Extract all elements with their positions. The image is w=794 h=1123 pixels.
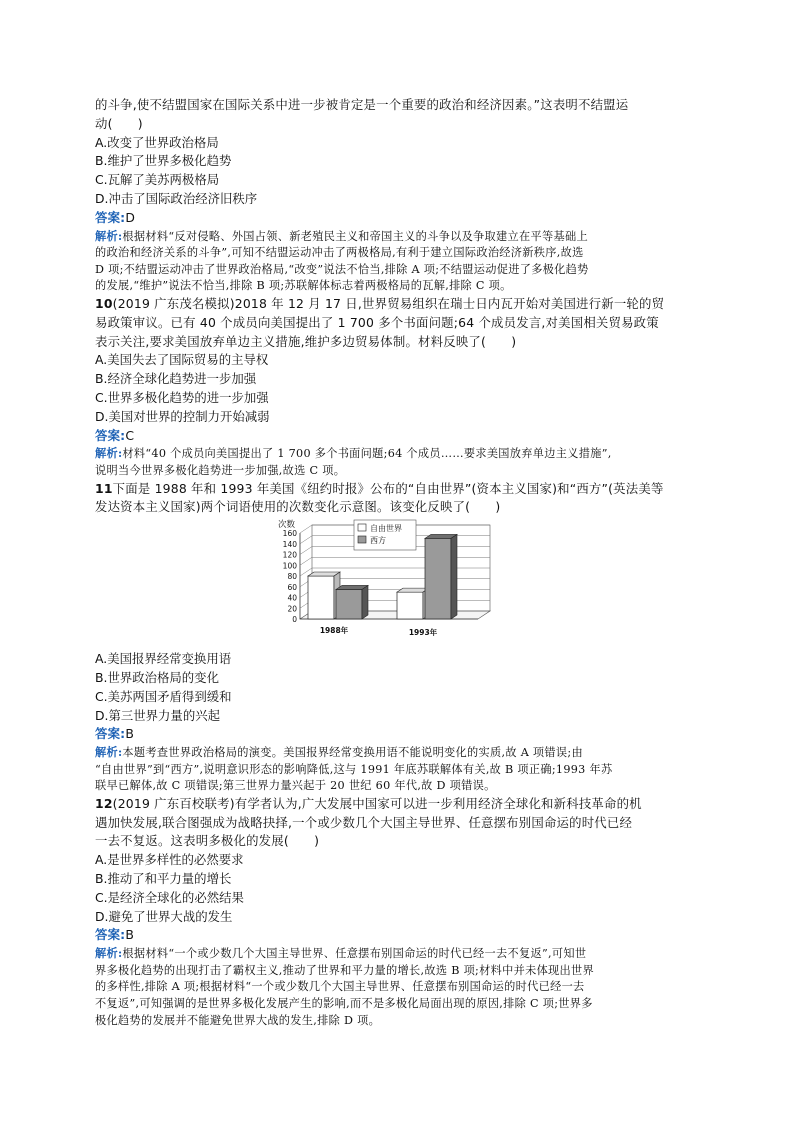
legend-label: 自由世界 (370, 524, 402, 534)
legend-label: 西方 (370, 536, 386, 546)
y-tick-label: 140 (282, 539, 297, 549)
explanation-line: 界多极化趋势的出现打击了霸权主义,推动了世界和平力量的增长,故选 B 项;材料中并未体现出世界 (95, 963, 595, 977)
y-tick-label: 40 (287, 593, 297, 603)
bar-side (362, 586, 368, 620)
answer-line (95, 725, 705, 744)
y-tick-label: 160 (282, 529, 297, 539)
answer-value: B (125, 927, 135, 943)
explanation-label: 解析: (95, 228, 123, 243)
y-tick-label: 0 (292, 615, 297, 625)
option-a: A.改变了世界政治格局 (95, 134, 219, 150)
bar (336, 590, 362, 620)
explanation-text: 本题考查世界政治格局的演变。美国报界经常变换用语不能说明变化的实质,故 A 项错误;由 (122, 746, 583, 760)
bar-side (451, 534, 457, 619)
option-a: A.美国失去了国际贸易的主导权 (95, 352, 269, 368)
question-stem-line: 动( ) (95, 115, 143, 131)
question-stem-line: 发达资本主义国家)两个词语使用的次数变化示意图。该变化反映了( ) (95, 499, 501, 515)
legend-swatch (358, 536, 366, 543)
question-stem-line (95, 295, 705, 314)
option-c: C.是经济全球化的必然结果 (95, 889, 244, 905)
document-page (95, 96, 705, 1029)
explanation-label: 解析: (95, 745, 123, 760)
explanation-line: 极化趋势的发展并不能避免世界大战的发生,排除 D 项。 (95, 1013, 381, 1027)
question-12 (95, 795, 705, 1029)
legend-swatch (358, 524, 366, 531)
bar-chart-svg (270, 517, 520, 647)
option-b: B.经济全球化趋势进一步加强 (95, 371, 257, 387)
explanation-line: “自由世界”到“西方”,说明意识形态的影响降低,这与 1991 年底苏联解体有关,故 B 项正确;1993 年苏 (95, 762, 613, 776)
option-a: A.美国报界经常变换用语 (95, 651, 232, 667)
explanation-text: 根据材料“反对侵略、外国占领、新老殖民主义和帝国主义的斗争以及争取建立在平等基础上 (122, 229, 588, 243)
answer-value: D (125, 209, 136, 225)
question-stem-line: 的斗争,使不结盟国家在国际关系中进一步被肯定是一个重要的政治和经济因素。”这表明不结盟运 (95, 97, 629, 112)
option-c: C.世界多极化趋势的进一步加强 (95, 389, 269, 405)
option-d: D.第三世界力量的兴起 (95, 707, 220, 723)
option-b: B.维护了世界多极化趋势 (95, 153, 232, 169)
question-number: 11 (95, 480, 113, 496)
option-b: B.世界政治格局的变化 (95, 669, 219, 685)
question-stem-text: (2019 广东茂名模拟)2018 年 12 月 17 日,世界贸易组织在瑞士日内瓦开始对美国进行新一轮的贸 (112, 295, 665, 311)
explanation-label: 解析: (95, 446, 123, 461)
explanation-line: 的政治和经济关系的斗争”,可知不结盟运动冲击了两极格局,有利于建立国际政治经济新秩序,故选 (95, 246, 584, 260)
option-d: D.冲击了国际政治经济旧秩序 (95, 190, 258, 206)
answer-label: 答案: (95, 927, 126, 943)
explanation-line (95, 228, 705, 246)
option-d: D.美国对世界的控制力开始减弱 (95, 408, 270, 424)
answer-value: C (125, 427, 135, 443)
option-d: D.避免了世界大战的发生 (95, 908, 233, 924)
explanation-line (95, 945, 705, 963)
explanation-line: 不复返”,可知强调的是世界多极化发展产生的影响,而不是多极化局面出现的原因,排除 C 项;世界多 (95, 997, 593, 1011)
explanation-line: D 项;不结盟运动冲击了世界政治格局,“改变”说法不恰当,排除 A 项;不结盟运动促进了多极化趋势 (95, 262, 589, 276)
answer-value: B (125, 726, 135, 742)
option-a: A.是世界多样性的必然要求 (95, 852, 244, 868)
question-stem-line (95, 480, 705, 499)
question-9 (95, 96, 705, 295)
y-axis-label: 次数 (278, 520, 296, 531)
answer-label: 答案: (95, 726, 126, 742)
question-number: 12 (95, 795, 113, 811)
explanation-label: 解析: (95, 946, 123, 961)
explanation-line (95, 744, 705, 762)
grid-line (300, 557, 490, 565)
explanation-text: 根据材料“一个或少数几个大国主导世界、任意摆布别国命运的时代已经一去不复返”,可知世 (122, 947, 587, 961)
y-tick-label: 20 (287, 604, 297, 614)
x-tick-label: 1993年 (408, 628, 438, 638)
question-stem-line: 遇加快发展,联合图强成为战略抉择,一个或少数几个大国主导世界、任意摆布别国命运的时代已经 (95, 814, 633, 830)
explanation-line: 联早已解体,故 C 项错误;第三世界力量兴起于 20 世纪 60 年代,故 D 项错误。 (95, 779, 496, 793)
answer-line (95, 209, 705, 228)
y-tick-label: 120 (282, 550, 297, 560)
option-c: C.美苏两国矛盾得到缓和 (95, 688, 232, 704)
y-tick-label: 60 (287, 582, 297, 592)
y-tick-label: 100 (282, 561, 297, 571)
y-tick-label: 80 (287, 572, 297, 582)
answer-line (95, 926, 705, 945)
answer-label: 答案: (95, 427, 126, 443)
question-stem-line: 表示关注,要求美国放弃单边主义措施,维护多边贸易体制。材料反映了( ) (95, 333, 517, 349)
question-stem-line (95, 795, 705, 814)
question-10 (95, 295, 705, 480)
explanation-line: 的发展,“维护”说法不恰当,排除 B 项;苏联解体标志着两极格局的瓦解,排除 C 项。 (95, 279, 512, 293)
explanation-text: 材料“40 个成员向美国提出了 1 700 多个书面问题;64 个成员……要求美国放弃单边主义措施”, (122, 447, 612, 461)
question-stem-text: (2019 广东百校联考)有学者认为,广大发展中国家可以进一步利用经济全球化和新科技革命的机 (112, 795, 642, 811)
explanation-line: 的多样性,排除 A 项;根据材料“一个或少数几个大国主导世界、任意摆布别国命运的时代已经一去 (95, 980, 585, 994)
x-tick-label: 1988年 (319, 626, 349, 636)
question-stem-line: 易政策审议。已有 40 个成员向美国提出了 1 700 多个书面问题;64 个成员发言,对美国相关贸易政策 (95, 314, 659, 330)
answer-line (95, 427, 705, 446)
question-number: 10 (95, 295, 113, 311)
bar (308, 576, 334, 619)
bar (397, 592, 423, 619)
bar-chart (270, 517, 520, 647)
explanation-line (95, 445, 705, 463)
bar (425, 538, 451, 619)
answer-label: 答案: (95, 209, 126, 225)
question-stem-line: 一去不复返。这表明多极化的发展( ) (95, 833, 320, 849)
option-c: C.瓦解了美苏两极格局 (95, 172, 220, 188)
option-b: B.推动了和平力量的增长 (95, 871, 232, 887)
question-11 (95, 480, 705, 795)
question-stem-text: 下面是 1988 年和 1993 年美国《纽约时报》公布的“自由世界”(资本主义国家)和“西方”(英法美等 (112, 480, 664, 496)
explanation-line: 说明当今世界多极化趋势进一步加强,故选 C 项。 (95, 463, 346, 477)
